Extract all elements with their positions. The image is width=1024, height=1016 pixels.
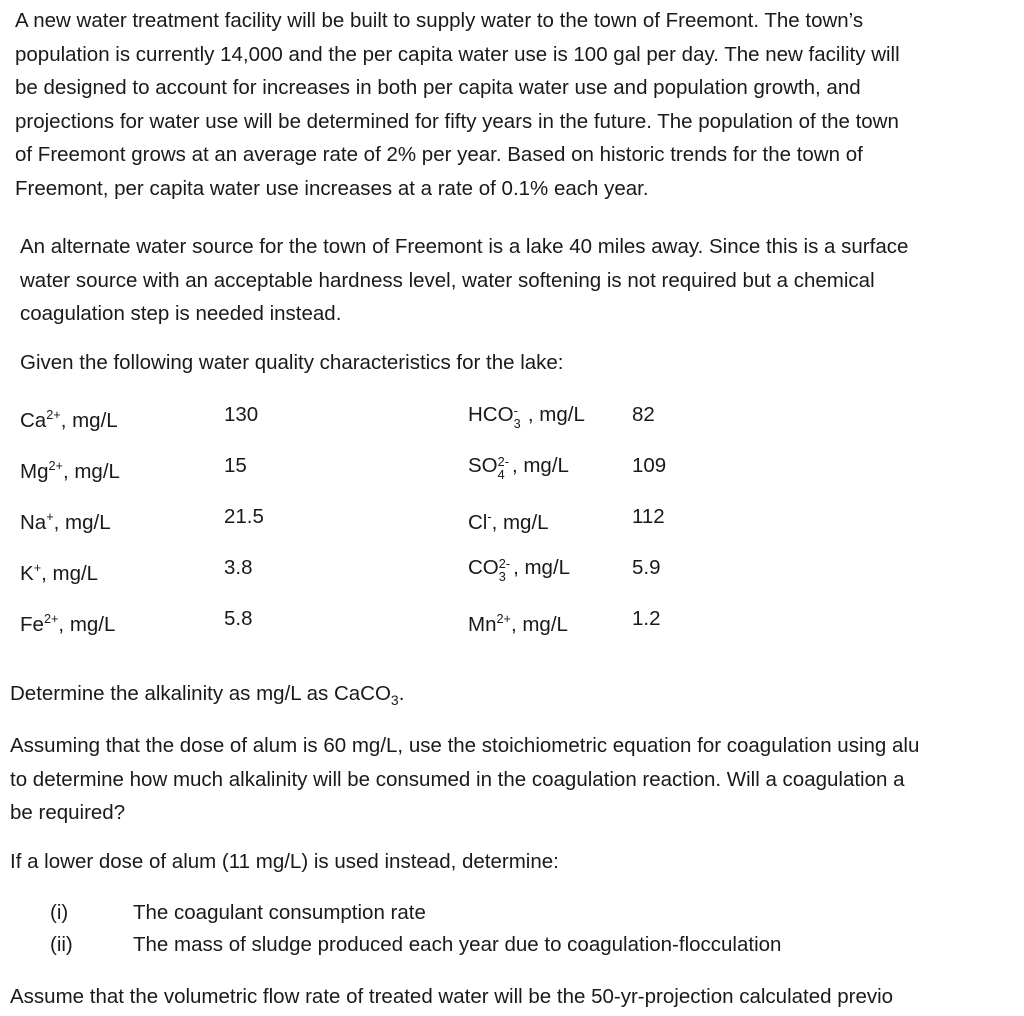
- ion-label: [20, 449, 120, 488]
- ion-value: 109: [632, 454, 667, 477]
- alternate-line: water source with an acceptable hardness level, water softening is not required but a chemical: [20, 268, 875, 292]
- intro-line: of Freemont grows at an average rate of 2% per year. Based on historic trends for the town of: [15, 143, 863, 166]
- ion-charge: 2+: [496, 611, 511, 626]
- ion-charge: +: [33, 560, 42, 575]
- ion-symbol: K: [20, 561, 34, 585]
- ion-unit: , mg/L: [491, 510, 549, 534]
- list-text: The mass of sludge produced each year due to coagulation-flocculation: [133, 933, 782, 956]
- alum-line: to determine how much alkalinity will be consumed in the coagulation reaction. Will a coagulation a: [10, 767, 905, 791]
- ion-label: [468, 449, 569, 482]
- ion-symbol: Mn: [468, 612, 497, 636]
- ion-charge: 2+: [43, 611, 59, 626]
- ion-value: 130: [224, 403, 259, 426]
- list-text: The coagulant consumption rate: [133, 901, 426, 924]
- intro-line: Freemont, per capita water use increases at a rate of 0.1% each year.: [15, 176, 649, 200]
- intro-line: projections for water use will be determined for fifty years in the future. The population of the town: [15, 109, 899, 133]
- ion-charge: -: [513, 402, 518, 418]
- ion-symbol: Mg: [20, 459, 49, 483]
- alkalinity-subscript: 3: [390, 692, 399, 709]
- alternate-source-paragraph: [20, 230, 908, 331]
- ion-unit: , mg/L: [511, 454, 569, 477]
- ion-value: 3.8: [224, 556, 253, 579]
- ion-symbol: Ca: [20, 408, 47, 432]
- ion-value: 1.2: [632, 607, 661, 630]
- ion-value: 5.9: [632, 556, 661, 579]
- ion-unit: , mg/L: [60, 408, 118, 432]
- ion-symbol: Fe: [20, 612, 44, 636]
- ion-symbol: Na: [20, 510, 47, 534]
- ion-subscript: 3: [498, 569, 506, 585]
- list-marker: (ii): [50, 933, 73, 956]
- list-marker: (i): [50, 901, 69, 924]
- alternate-line: coagulation step is needed instead.: [20, 302, 342, 325]
- intro-paragraph: [15, 4, 900, 205]
- ion-subscript: 3: [513, 416, 521, 432]
- ion-symbol: CO: [468, 556, 499, 579]
- ion-value: 15: [224, 454, 247, 477]
- given-statement: Given the following water quality characteristics for the lake:: [20, 351, 564, 374]
- ion-label: [468, 602, 568, 641]
- ion-symbol: SO: [468, 454, 498, 477]
- ion-label: [468, 551, 570, 584]
- intro-line: population is currently 14,000 and the per capita water use is 100 gal per day. The new facility will: [15, 42, 900, 66]
- intro-line: A new water treatment facility will be built to supply water to the town of Freemont. The town’s: [15, 9, 864, 32]
- ion-unit: , mg/L: [41, 561, 99, 585]
- alkalinity-text: Determine the alkalinity as mg/L as CaCO: [10, 682, 391, 705]
- ion-subscript: 4: [497, 467, 505, 483]
- ion-value: 21.5: [224, 505, 264, 528]
- ion-unit: , mg/L: [510, 612, 568, 636]
- alum-line: Assuming that the dose of alum is 60 mg/L, use the stoichiometric equation for coagulation using alu: [10, 734, 920, 757]
- alternate-line: An alternate water source for the town of Freemont is a lake 40 miles away. Since this is a surface: [20, 235, 909, 258]
- ion-charge: +: [46, 509, 54, 524]
- ion-charge: 2-: [498, 555, 511, 571]
- intro-line: be designed to account for increases in both per capita water use and population growth, and: [15, 76, 861, 99]
- ion-label: [468, 500, 549, 539]
- ion-label: [468, 398, 585, 431]
- ion-label: [20, 551, 98, 590]
- ion-charge: 2+: [48, 458, 63, 473]
- ion-symbol: HCO: [468, 403, 514, 426]
- assumption-statement: Assume that the volumetric flow rate of treated water will be the 50-yr-projection calculated previo: [10, 985, 894, 1008]
- ion-label: [20, 398, 118, 437]
- ion-label: [20, 500, 111, 539]
- ion-charge: 2+: [46, 407, 61, 422]
- ion-value: 5.8: [224, 607, 253, 630]
- ion-charge: 2-: [497, 453, 509, 469]
- ion-unit: , mg/L: [62, 459, 120, 483]
- ion-unit: , mg/L: [53, 510, 111, 534]
- alum-line: be required?: [10, 801, 126, 824]
- ion-charge: -: [487, 509, 492, 524]
- lower-dose-question: If a lower dose of alum (11 mg/L) is used instead, determine:: [10, 850, 559, 873]
- alum-question: [10, 729, 919, 830]
- alkalinity-question: [10, 677, 404, 718]
- ion-value: 112: [632, 505, 665, 528]
- ion-unit: , mg/L: [58, 612, 116, 636]
- ion-unit: , mg/L: [527, 403, 585, 426]
- ion-label: [20, 602, 115, 641]
- alkalinity-suffix: .: [398, 682, 405, 705]
- ion-unit: , mg/L: [513, 556, 571, 579]
- ion-value: 82: [632, 403, 655, 426]
- ion-symbol: Cl: [468, 510, 488, 534]
